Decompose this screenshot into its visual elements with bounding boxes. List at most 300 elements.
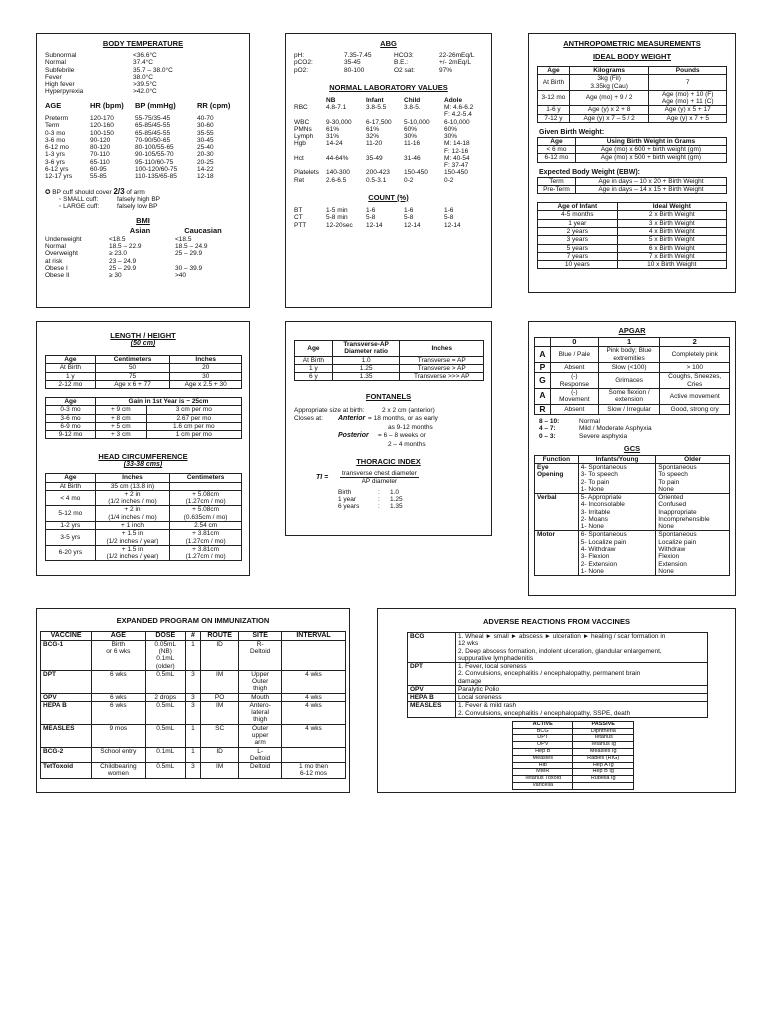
- table-cell: 6 wks: [92, 693, 145, 701]
- table-cell: [364, 162, 402, 169]
- table-row: [292, 133, 487, 140]
- table-cell: 65-85/45-55: [135, 129, 171, 137]
- table-cell: + 3.81cm (1.27cm / mo): [170, 545, 242, 561]
- table-cell: 60%: [404, 125, 418, 133]
- table-cell: 1. Wheal ► small ► abscess ► ulceration ► healing / scar formation in 12 wks 2. Deep abscess formation, indolent ulceration, glandular enlargement, suppurative lymphadenitis: [455, 633, 707, 663]
- table-cell: 25-40: [197, 144, 214, 152]
- table-cell: 0 – 3:: [539, 432, 556, 440]
- table-cell: Pink body; Blue extremities: [598, 347, 660, 363]
- table-cell: 0.5mL: [145, 724, 186, 747]
- table-cell: 100-120/60-75: [135, 165, 178, 173]
- gcs-title: GCS: [623, 443, 641, 453]
- table-cell: Tetanus Ig: [573, 742, 634, 749]
- table-row: [538, 211, 727, 219]
- table-row: [513, 762, 634, 769]
- immunization-card: [36, 608, 350, 793]
- table-cell: DPT: [41, 670, 92, 693]
- table-cell: Absent: [550, 362, 598, 373]
- table-cell: ≥ 30: [109, 272, 122, 280]
- table-row: [41, 763, 346, 779]
- table-header-row: [535, 338, 730, 347]
- table-header-cell: Transverse-AP Diameter ratio: [332, 341, 400, 357]
- table-header-cell: Age of Infant: [538, 203, 618, 211]
- table-cell: Severe asphyxia: [579, 432, 628, 440]
- table-cell: Tetanus: [573, 735, 634, 742]
- table-row: [46, 545, 242, 561]
- table-cell: Subnormal: [45, 52, 77, 59]
- table-cell: 0.05mL (NB) 0.1mL (older): [145, 640, 186, 670]
- table-cell: 31%: [326, 133, 340, 141]
- table-cell: 12-20sec: [326, 221, 353, 229]
- ideal-body-weight-table: [537, 66, 727, 123]
- table-cell: Transverse >>> AP: [400, 373, 484, 381]
- table-cell: Varicella: [513, 782, 573, 789]
- table-cell: + 1 inch: [95, 521, 170, 529]
- table-cell: Platelets: [294, 169, 319, 177]
- table-cell: Age (mo) x 500 + birth weight (gm): [575, 154, 726, 162]
- table-cell: 11-20: [366, 140, 383, 148]
- table-cell: 10 x Birth Weight: [617, 261, 726, 269]
- table-cell: OPV: [513, 742, 573, 749]
- table-cell: 3-6 mo: [45, 136, 66, 144]
- length-height-title: LENGTH / HEIGHT: [110, 331, 176, 340]
- table-cell: 90-105/55-70: [135, 151, 174, 159]
- table-row: [43, 144, 243, 151]
- table-cell: Ret: [294, 176, 305, 184]
- table-cell: Local soreness: [455, 694, 707, 702]
- table-row: [408, 633, 708, 663]
- table-cell: Term: [538, 177, 576, 185]
- table-cell: 70-90/50-65: [135, 136, 171, 144]
- table-cell: 65-110: [90, 158, 110, 166]
- table-cell: >39.5°C: [133, 81, 157, 89]
- table-row: [408, 702, 708, 718]
- table-cell: 0-2: [404, 176, 414, 184]
- table-cell: 10 years: [538, 261, 618, 269]
- table-cell: 1.35: [332, 373, 400, 381]
- length-table: [45, 355, 242, 389]
- table-cell: BCG: [408, 633, 456, 663]
- table-header-cell: Age: [538, 137, 576, 145]
- table-row: [535, 494, 730, 531]
- table-cell: 4-5 months: [538, 211, 618, 219]
- table-row: [292, 52, 487, 59]
- table-cell: 80-100: [344, 66, 365, 74]
- table-cell: Eye Opening: [535, 464, 579, 494]
- table-row: [538, 261, 727, 269]
- given-birth-weight-title: Given Birth Weight:: [539, 128, 605, 136]
- table-cell: School entry: [92, 747, 145, 763]
- apgar-table: [534, 337, 730, 415]
- thoracic-index-table: [336, 489, 416, 511]
- table-cell: MEASLES: [408, 702, 456, 718]
- table-row: [513, 728, 634, 735]
- table-header-cell: Asian: [129, 226, 151, 236]
- table-row: [292, 119, 487, 126]
- table-header-row: [538, 203, 727, 211]
- length-height-subtitle: (50 cm): [130, 340, 156, 347]
- table-cell: <18.5: [109, 235, 126, 243]
- table-row: [46, 521, 242, 529]
- table-cell: Hyperpyrexia: [45, 88, 84, 96]
- table-cell: 9 mos: [92, 724, 145, 747]
- table-cell: [324, 111, 364, 118]
- table-cell: Hep B: [513, 748, 573, 755]
- table-row: [43, 52, 213, 59]
- table-row: [538, 114, 727, 122]
- table-row: [535, 464, 730, 494]
- table-cell: ID: [200, 640, 238, 670]
- table-cell: 3.8-5.5: [366, 104, 387, 112]
- table-row: [538, 75, 727, 91]
- table-cell: 1. Fever, local soreness 2. Convulsions, encephalitis / encephalopathy, permanent brain damage: [455, 663, 707, 686]
- vitals-table: [43, 102, 243, 181]
- table-row: [292, 155, 487, 162]
- table-row: [43, 166, 243, 173]
- table-header-cell: NB: [326, 96, 336, 104]
- table-cell: pCO2:: [294, 59, 313, 67]
- thoracic-index-formula: TI = transverse chest diameter AP diameter: [316, 469, 417, 485]
- table-cell: BCG: [513, 728, 573, 735]
- abg-table: [292, 52, 487, 74]
- table-row: [43, 243, 233, 250]
- table-row: [513, 776, 634, 783]
- table-cell: 1.6 cm per mo: [146, 422, 241, 430]
- table-cell: G: [535, 373, 551, 389]
- anthropometric-card: [528, 33, 736, 293]
- table-row: [537, 418, 717, 425]
- table-cell: 22-26mEq/L: [439, 52, 475, 59]
- table-cell: 6 x Birth Weight: [617, 244, 726, 252]
- table-cell: 12-14: [366, 221, 383, 229]
- table-cell: [173, 258, 233, 265]
- table-cell: 6-10,000: [444, 118, 470, 126]
- table-cell: 5-12 mo: [46, 506, 96, 522]
- table-row: [537, 425, 717, 432]
- table-cell: 12-14: [404, 221, 421, 229]
- table-cell: 18.5 – 24.9: [175, 243, 208, 251]
- head-circumference-subtitle: (33-38 cms): [123, 461, 163, 469]
- table-row: [43, 88, 213, 95]
- small-cuff-row: ◦ SMALL cuff: falsely high BP: [59, 196, 160, 204]
- table-cell: Normal: [579, 418, 600, 426]
- table-cell: + 5.08cm (0.635cm / mo): [170, 506, 242, 522]
- infant-weight-table: [537, 202, 727, 269]
- table-cell: O2 sat:: [394, 66, 415, 74]
- table-cell: 8 – 10:: [539, 418, 560, 426]
- table-header-cell: Centimeters: [95, 356, 170, 364]
- table-header-cell: PASSIVE: [573, 721, 634, 728]
- table-cell: [324, 162, 364, 169]
- count-table: [292, 207, 487, 229]
- table-cell: 75: [95, 372, 170, 380]
- immunization-title: EXPANDED PROGRAM ON IMMUNIZATION: [116, 616, 270, 625]
- table-cell: M: 14-18: [444, 140, 470, 148]
- table-cell: 1.0: [332, 356, 400, 364]
- table-cell: [402, 162, 442, 169]
- table-row: [43, 265, 233, 272]
- table-row: [292, 126, 487, 133]
- table-cell: DPT: [513, 735, 573, 742]
- apgar-scores: [537, 418, 717, 440]
- transverse-ap-table: [294, 340, 484, 381]
- table-cell: 1.0: [390, 488, 400, 496]
- table-cell: 2.6-6.5: [326, 176, 347, 184]
- table-cell: 6 y: [295, 373, 333, 381]
- table-cell: 55-75/35-45: [135, 114, 171, 122]
- thoracic-index-title: THORACIC INDEX: [356, 456, 421, 466]
- table-row: [43, 258, 233, 265]
- table-cell: Completely pink: [660, 347, 730, 363]
- table-cell: A: [535, 347, 551, 363]
- table-cell: 6-17,500: [366, 118, 392, 126]
- table-cell: Term: [45, 122, 60, 130]
- table-cell: Subfebrile: [45, 66, 75, 74]
- table-cell: 1-2 yrs: [46, 521, 96, 529]
- table-cell: [402, 111, 442, 118]
- table-header-cell: DOSE: [145, 632, 186, 641]
- table-cell: [402, 148, 442, 155]
- body-temperature-card: [36, 33, 250, 308]
- table-row: [46, 380, 242, 388]
- table-cell: M: 4.6-6.2: [444, 104, 474, 112]
- table-cell: BT: [294, 206, 303, 214]
- table-header-cell: Inches: [95, 474, 170, 482]
- table-cell: 44-64%: [326, 154, 349, 162]
- table-header-cell: RR (cpm): [197, 100, 231, 110]
- table-cell: 3 cm per mo: [146, 406, 241, 414]
- table-cell: 90-120: [90, 136, 111, 144]
- table-cell: 80-120: [90, 144, 111, 152]
- table-row: [43, 236, 233, 243]
- table-cell: 4- Spontaneous 3- To speech 2- To pain 1- None: [578, 464, 655, 494]
- table-row: [43, 74, 213, 81]
- table-header-row: [292, 97, 487, 104]
- table-row: [535, 531, 730, 576]
- table-header-cell: [43, 227, 107, 235]
- table-cell: 9-30,000: [326, 118, 352, 126]
- table-header-cell: 1: [598, 338, 660, 347]
- table-row: [535, 388, 730, 404]
- table-cell: 0-3 mo: [46, 406, 96, 414]
- ebw-title: Expected Body Weight (EBW):: [539, 168, 640, 176]
- table-header-cell: Centimeters: [170, 474, 242, 482]
- table-row: [538, 154, 727, 162]
- table-cell: 50: [95, 364, 170, 372]
- table-cell: +/- 2mEq/L: [439, 59, 471, 67]
- table-cell: 120-160: [90, 122, 114, 130]
- table-header-row: [46, 474, 242, 482]
- table-cell: (-) Movement: [550, 388, 598, 404]
- table-row: [46, 422, 242, 430]
- table-cell: Hep A Ig: [573, 762, 634, 769]
- table-cell: Grimaces: [598, 373, 660, 389]
- table-row: [43, 272, 233, 279]
- table-row: [46, 482, 242, 490]
- table-cell: Age (mo) x 600 + birth weight (gm): [575, 146, 726, 154]
- table-header-cell: Age: [46, 474, 96, 482]
- table-cell: A: [535, 388, 551, 404]
- table-row: [46, 364, 242, 372]
- table-cell: PMNs: [294, 125, 312, 133]
- table-cell: 35-55: [197, 129, 214, 137]
- table-header-row: [46, 398, 242, 406]
- table-cell: 65-85/45-55: [135, 122, 171, 130]
- table-cell: 97%: [439, 66, 453, 74]
- table-cell: 1-6: [444, 206, 454, 214]
- table-cell: 61%: [366, 125, 380, 133]
- table-cell: + 1.5 in (1/2 inches / year): [95, 545, 170, 561]
- table-row: [538, 244, 727, 252]
- table-cell: 12-17 yrs: [45, 173, 73, 181]
- table-cell: 20-30: [197, 151, 214, 159]
- table-cell: 5-8 min: [326, 214, 348, 222]
- table-header-cell: Age: [295, 341, 333, 357]
- table-header-cell: Infant: [366, 96, 384, 104]
- transverse-ap-card: [285, 321, 492, 536]
- table-cell: Hep B Ig: [573, 769, 634, 776]
- table-cell: Rubella Ig: [573, 776, 634, 783]
- table-header-cell: SITE: [239, 632, 282, 641]
- table-cell: ≥ 23.0: [109, 250, 128, 258]
- table-cell: Spontaneous Localize pain Withdraw Flexion Extension None: [656, 531, 730, 576]
- table-header-row: [41, 632, 346, 641]
- gcs-table: [534, 455, 730, 576]
- table-row: [43, 159, 243, 166]
- table-row: [292, 222, 487, 229]
- adverse-reactions-table: [407, 632, 708, 718]
- table-cell: 3-5 yrs: [46, 530, 96, 546]
- table-cell: High fever: [45, 81, 75, 89]
- table-header-cell: ROUTE: [200, 632, 238, 641]
- table-cell: 60%: [444, 125, 458, 133]
- table-header-row: [43, 102, 243, 115]
- table-cell: 2.67 per mo: [146, 414, 241, 422]
- table-cell: 35 cm (13.8 in): [95, 482, 170, 490]
- table-row: [336, 503, 416, 510]
- table-cell: < 4 mo: [46, 490, 96, 506]
- table-cell: 7: [649, 75, 727, 91]
- table-cell: 0.5-3.1: [366, 176, 387, 184]
- table-cell: + 2 in (1/2 inches / mo): [95, 490, 170, 506]
- table-row: [46, 530, 242, 546]
- table-cell: OPV: [408, 685, 456, 693]
- table-row: [41, 693, 346, 701]
- table-cell: 0.1mL: [145, 747, 186, 763]
- table-cell: 1. Fever & mild rash 2. Convulsions, encephalitis / encephalopathy, SSPE, death: [455, 702, 707, 718]
- table-row: [538, 146, 727, 154]
- table-cell: [281, 747, 345, 763]
- head-circumference-table: [45, 473, 242, 561]
- table-cell: 2 drops: [145, 693, 186, 701]
- table-cell: 5-8: [404, 214, 414, 222]
- table-cell: P: [535, 362, 551, 373]
- table-cell: Rabies (RIG): [573, 755, 634, 762]
- table-cell: 0-2: [444, 176, 454, 184]
- table-cell: 30-60: [197, 122, 214, 130]
- table-cell: 35.7 – 38.0°C: [133, 66, 173, 74]
- table-cell: 1: [186, 747, 201, 763]
- table-cell: 1-5 min: [326, 206, 348, 214]
- table-cell: 95-110/60-75: [135, 158, 174, 166]
- table-row: [535, 347, 730, 363]
- table-header-row: [538, 67, 727, 75]
- table-cell: 6 wks: [92, 701, 145, 724]
- table-header-cell: VACCINE: [41, 632, 92, 641]
- table-header-cell: Adole: [444, 96, 463, 104]
- apgar-card: [528, 321, 736, 596]
- table-cell: :: [378, 503, 380, 511]
- table-cell: 1 year: [338, 495, 357, 503]
- table-cell: [573, 782, 634, 789]
- table-cell: [170, 482, 242, 490]
- table-header-row: [535, 455, 730, 463]
- table-row: [538, 219, 727, 227]
- table-cell: Pre-Term: [538, 185, 576, 193]
- table-cell: 2 x Birth Weight: [617, 211, 726, 219]
- table-cell: MMR: [513, 769, 573, 776]
- table-cell: 31-46: [404, 154, 421, 162]
- table-header-cell: [535, 338, 551, 347]
- table-cell: + 5.08cm (1.27cm / mo): [170, 490, 242, 506]
- table-cell: 5-8: [366, 214, 376, 222]
- table-row: [43, 115, 243, 122]
- table-header-cell: 0: [550, 338, 598, 347]
- table-cell: 140-300: [326, 169, 350, 177]
- table-cell: (-) Response: [550, 373, 598, 389]
- table-cell: + 3.81cm (1.27cm / mo): [170, 530, 242, 546]
- table-cell: 1-6 y: [538, 106, 570, 114]
- table-cell: 14-24: [326, 140, 343, 148]
- table-cell: 6 wks: [92, 670, 145, 693]
- table-cell: DPT: [408, 663, 456, 686]
- table-cell: 7-12 y: [538, 114, 570, 122]
- table-cell: PTT: [294, 221, 307, 229]
- table-row: [538, 90, 727, 106]
- table-header-cell: Pounds: [649, 67, 727, 75]
- table-cell: At Birth: [46, 482, 96, 490]
- table-cell: RBC: [294, 104, 308, 112]
- table-cell: 4 x Birth Weight: [617, 227, 726, 235]
- table-cell: 55-85: [90, 173, 107, 181]
- table-cell: 1-6: [366, 206, 376, 214]
- table-row: [535, 362, 730, 373]
- table-cell: 70-110: [90, 151, 110, 159]
- table-cell: 4 wks: [281, 724, 345, 747]
- table-cell: 9-12 mo: [46, 431, 96, 439]
- table-header-cell: Kilograms: [569, 67, 649, 75]
- table-cell: 5- Appropriate 4- Inconsolable 3- Irritable 2- Moans 1- None: [578, 494, 655, 531]
- table-cell: 35-45: [344, 59, 361, 67]
- table-cell: 3: [186, 701, 201, 724]
- table-cell: 4 wks: [281, 670, 345, 693]
- table-cell: 25 – 29.9: [109, 264, 137, 272]
- table-cell: F: 37-47: [444, 162, 469, 170]
- ideal-body-weight-title: IDEAL BODY WEIGHT: [592, 52, 672, 61]
- table-cell: Measles: [513, 755, 573, 762]
- table-cell: < 6 mo: [538, 146, 576, 154]
- table-cell: 7.35-7.45: [344, 52, 372, 59]
- table-cell: 2 years: [538, 227, 618, 235]
- table-cell: <18.5: [175, 235, 192, 243]
- table-cell: 61%: [326, 125, 340, 133]
- table-cell: Transverse = AP: [400, 356, 484, 364]
- table-header-cell: Child: [404, 96, 421, 104]
- table-row: [46, 414, 242, 422]
- table-cell: 32%: [366, 133, 380, 141]
- table-cell: 40-70: [197, 114, 214, 122]
- table-cell: R: [535, 404, 551, 415]
